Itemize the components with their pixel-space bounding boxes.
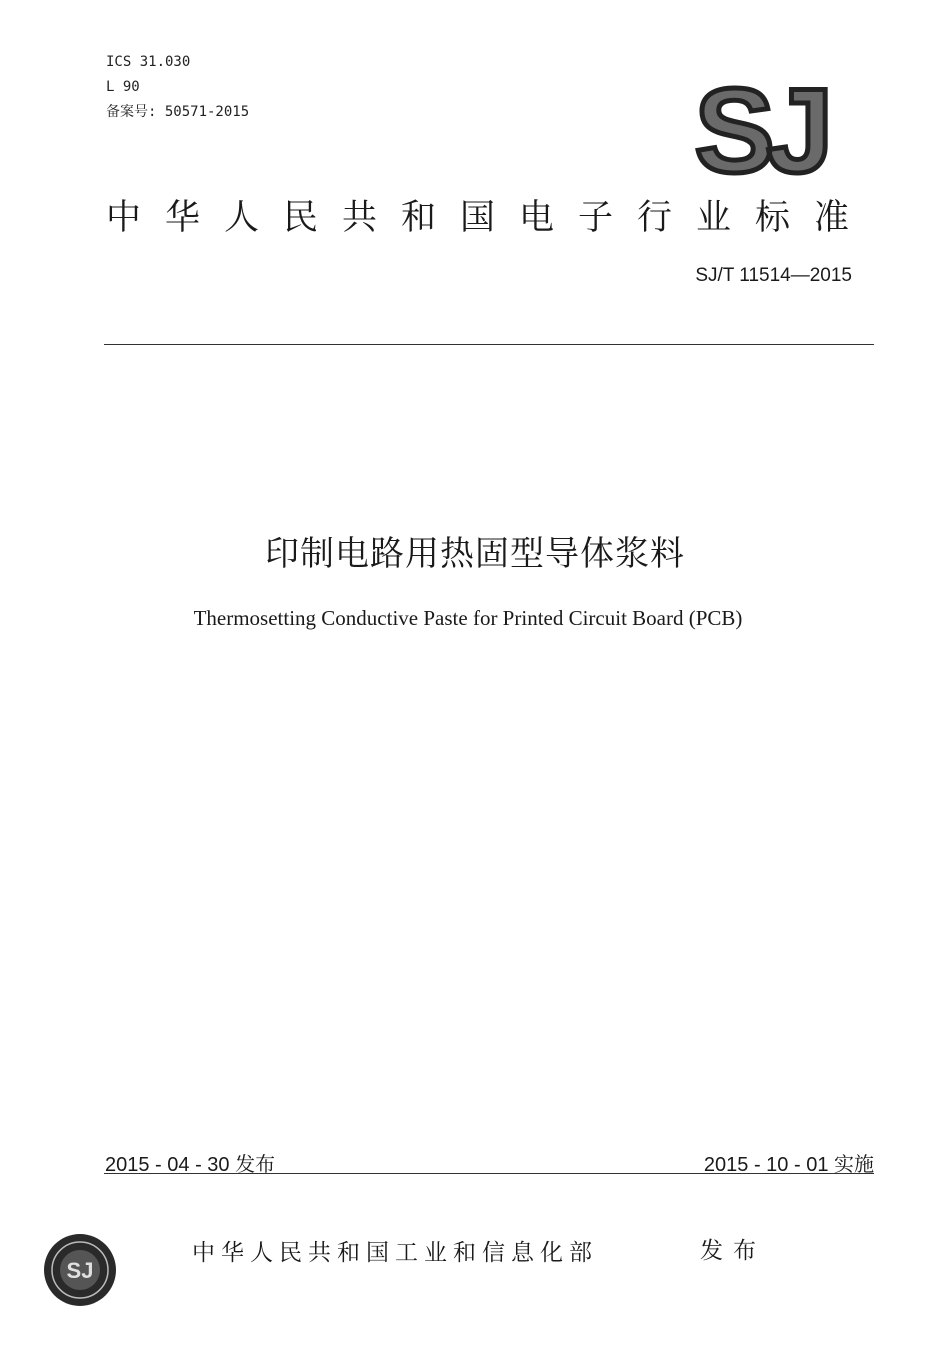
implementation-date: 2015 - 10 - 01 实施 xyxy=(703,1154,874,1176)
standard-number: SJ/T 11514—2015 xyxy=(695,265,852,286)
ministry-title: 中华人民共和国电子行业标准 xyxy=(106,198,874,238)
document-title-zh: 印制电路用热固型导体浆料 xyxy=(265,534,685,574)
ccs-code: L 90 xyxy=(106,79,140,95)
ics-code: ICS 31.030 xyxy=(106,54,191,70)
seal-text: SJ xyxy=(66,1258,94,1283)
sj-logo xyxy=(686,80,834,178)
issue-date: 2015 - 04 - 30 发布 xyxy=(105,1154,276,1176)
classification-codes xyxy=(106,50,249,125)
header-divider xyxy=(104,344,874,345)
document-title-en: Thermosetting Conductive Paste for Printed Circuit Board (PCB) xyxy=(193,606,743,630)
sj-logo-text: SJ xyxy=(694,80,826,178)
publish-label: 发布 xyxy=(700,1238,766,1264)
publisher-seal-icon xyxy=(40,1222,118,1316)
issuing-authority: 中华人民共和国工业和信息化部 xyxy=(192,1240,598,1266)
footer-divider xyxy=(104,1173,874,1174)
record-number: 备案号: 50571-2015 xyxy=(106,104,250,120)
